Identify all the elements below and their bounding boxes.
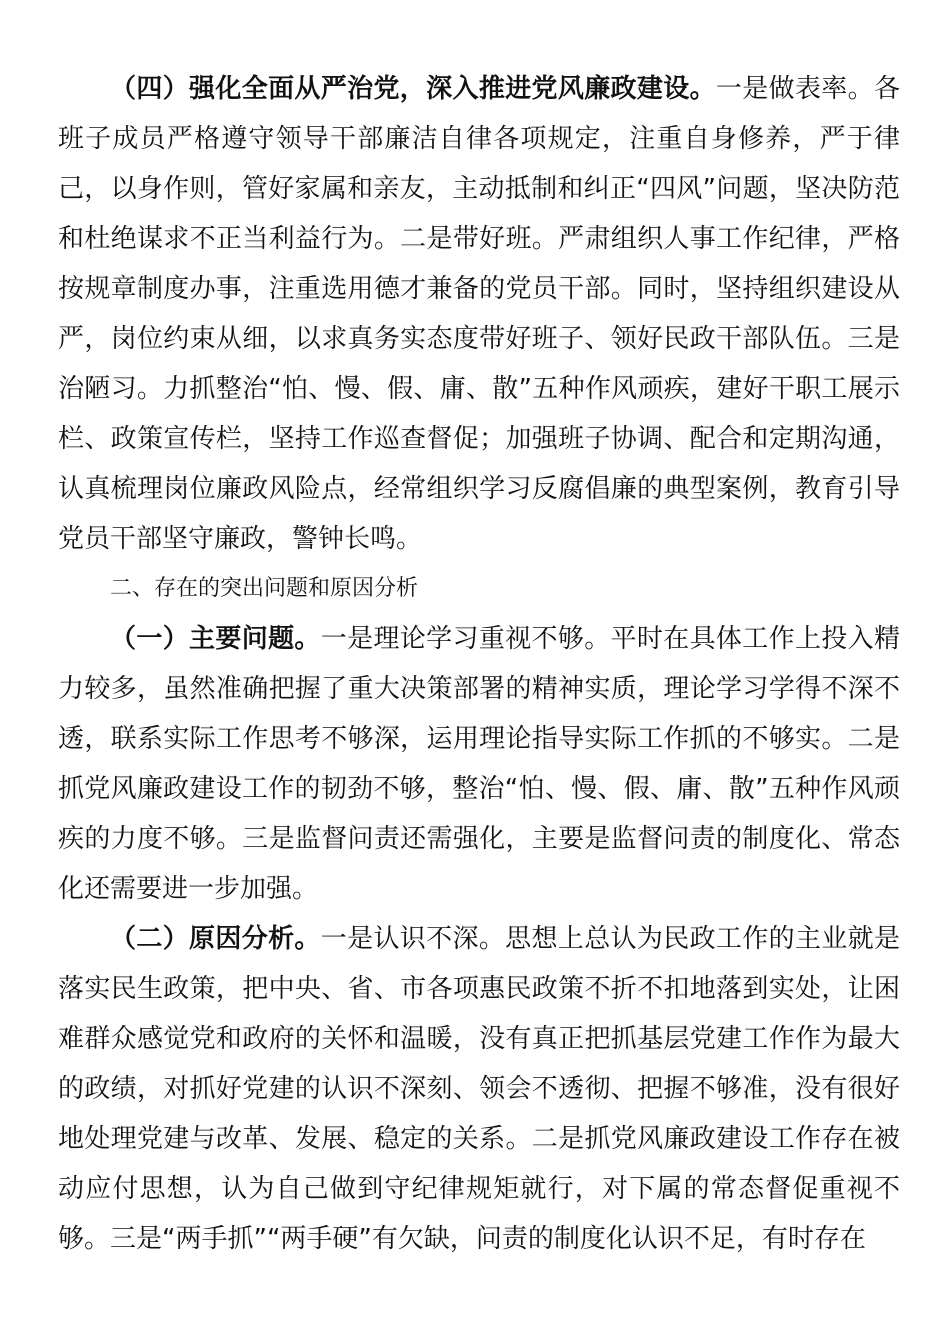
- paragraph-body: 一是理论学习重视不够。平时在具体工作上投入精力较多，虽然准确把握了重大决策部署的精神实质，理论学习学得不深不透，联系实际工作思考不够深，运用理论指导实际工作抓的不够实。二是抓党风廉政建设工作的韧劲不够，整治“怕、慢、假、庸、散”五种作风顽疾的力度不够。三是监督问责还需强化，主要是监督问责的制度化、常态化还需要进一步加强。: [58, 624, 900, 904]
- paragraph-party-discipline: [58, 64, 900, 564]
- paragraph-cause-analysis: [58, 914, 900, 1264]
- paragraph-body: 一是做表率。各班子成员严格遵守领导干部廉洁自律各项规定，注重自身修养，严于律己，以身作则，管好家属和亲友，主动抵制和纠正“四风”问题，坚决防范和杜绝谋求不正当利益行为。二是带好班。严肃组织人事工作纪律，严格按规章制度办事，注重选用德才兼备的党员干部。同时，坚持组织建设从严，岗位约束从细，以求真务实态度带好班子、领好民政干部队伍。三是治陋习。力抓整治“怕、慢、假、庸、散”五种作风顽疾，建好干职工展示栏、政策宣传栏，坚持工作巡查督促；加强班子协调、配合和定期沟通，认真梳理岗位廉政风险点，经常组织学习反腐倡廉的典型案例，教育引导党员干部坚守廉政，警钟长鸣。: [58, 74, 900, 554]
- paragraph-main-problems: [58, 614, 900, 914]
- document-page: [58, 64, 900, 1264]
- section-title: 二、存在的突出问题和原因分析: [110, 576, 419, 601]
- paragraph-body: 一是认识不深。思想上总认为民政工作的主业就是落实民生政策，把中央、省、市各项惠民政策不折不扣地落到实处，让困难群众感觉党和政府的关怀和温暖，没有真正把抓基层党建工作作为最大的政绩，对抓好党建的认识不深刻、领会不透彻、把握不够准，没有很好地处理党建与改革、发展、稳定的关系。二是抓党风廉政建设工作存在被动应付思想，认为自己做到守纪律规矩就行，对下属的常态督促重视不够。三是“两手抓”“两手硬”有欠缺，问责的制度化认识不足，有时存在: [58, 924, 900, 1254]
- paragraph-heading: （四）强化全面从严治党，深入推进党风廉政建设。: [110, 74, 716, 104]
- paragraph-heading: （一）主要问题。: [110, 624, 321, 654]
- paragraph-heading: （二）原因分析。: [110, 924, 321, 954]
